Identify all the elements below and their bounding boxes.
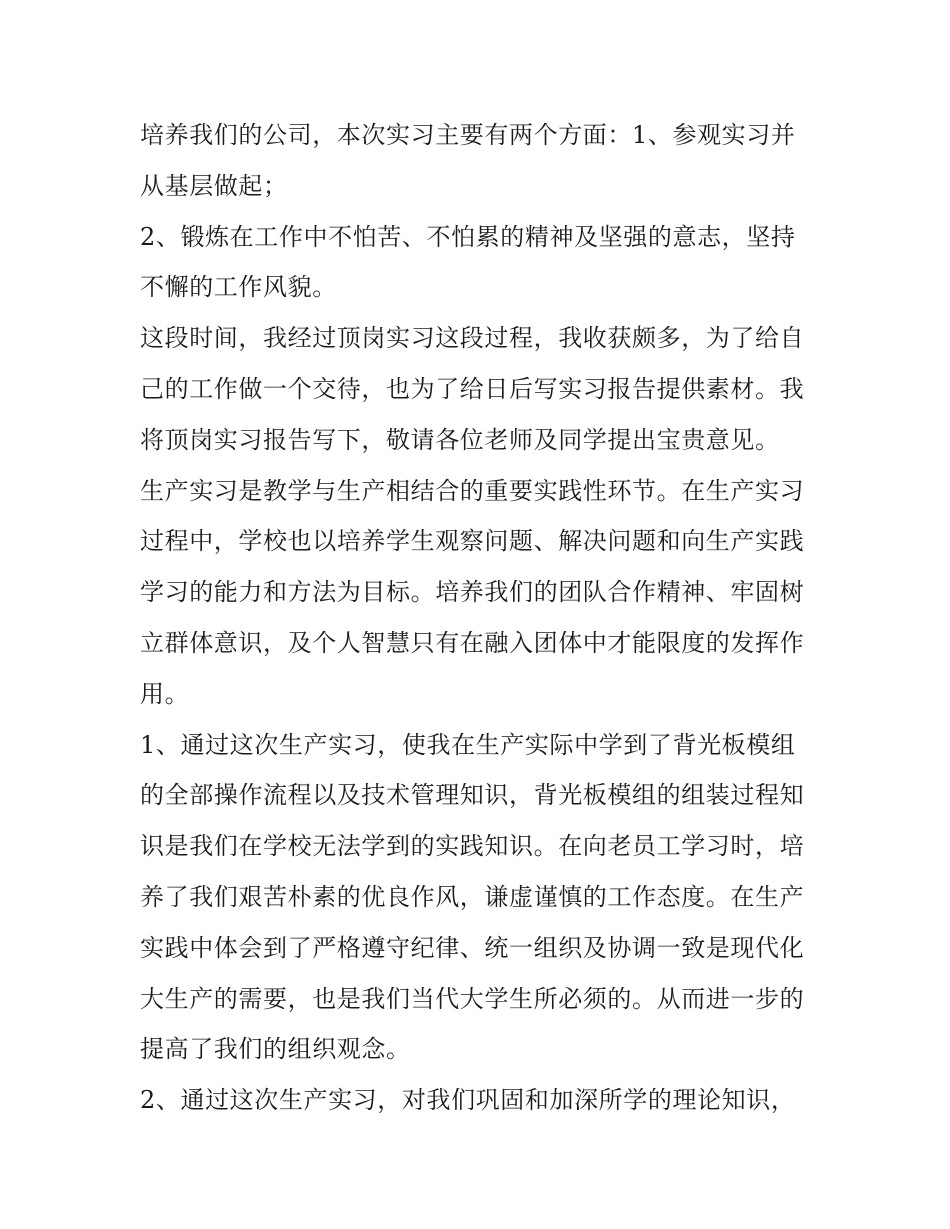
text-line: 2、通过这次生产实习，对我们巩固和加深所学的理论知识， bbox=[140, 1086, 796, 1115]
text-line: 这段时间，我经过顶岗实习这段过程，我收获颇多，为了给自 bbox=[140, 324, 805, 353]
text-line: 用。 bbox=[140, 679, 190, 708]
text-line: 学习的能力和方法为目标。培养我们的团队合作精神、牢固树 bbox=[140, 578, 805, 607]
text-line: 1、通过这次生产实习，使我在生产实际中学到了背光板模组 bbox=[140, 730, 796, 759]
text-line: 不懈的工作风貌。 bbox=[140, 273, 337, 302]
document-body bbox=[140, 110, 820, 1126]
text-line: 过程中，学校也以培养学生观察问题、解决问题和向生产实践 bbox=[140, 527, 805, 556]
text-line: 培养我们的公司，本次实习主要有两个方面：1、参观实习并 bbox=[140, 121, 796, 149]
text-line: 立群体意识，及个人智慧只有在融入团体中才能限度的发挥作 bbox=[140, 628, 805, 657]
text-line: 将顶岗实习报告写下，敬请各位老师及同学提出宝贵意见。 bbox=[140, 425, 780, 454]
text-line: 实践中体会到了严格遵守纪律、统一组织及协调一致是现代化 bbox=[140, 933, 805, 962]
text-line: 的全部操作流程以及技术管理知识，背光板模组的组装过程知 bbox=[140, 781, 805, 810]
text-line: 识是我们在学校无法学到的实践知识。在向老员工学习时，培 bbox=[140, 832, 805, 861]
text-line: 提高了我们的组织观念。 bbox=[140, 1035, 411, 1064]
text-line: 生产实习是教学与生产相结合的重要实践性环节。在生产实习 bbox=[140, 476, 805, 505]
text-line: 大生产的需要，也是我们当代大学生所必须的。从而进一步的 bbox=[140, 984, 805, 1013]
text-line: 养了我们艰苦朴素的优良作风，谦虚谨慎的工作态度。在生产 bbox=[140, 882, 805, 911]
text-line: 从基层做起； bbox=[140, 171, 288, 200]
text-line: 2、锻炼在工作中不怕苦、不怕累的精神及坚强的意志，坚持 bbox=[140, 222, 796, 251]
text-line: 己的工作做一个交待，也为了给日后写实习报告提供素材。我 bbox=[140, 374, 805, 403]
